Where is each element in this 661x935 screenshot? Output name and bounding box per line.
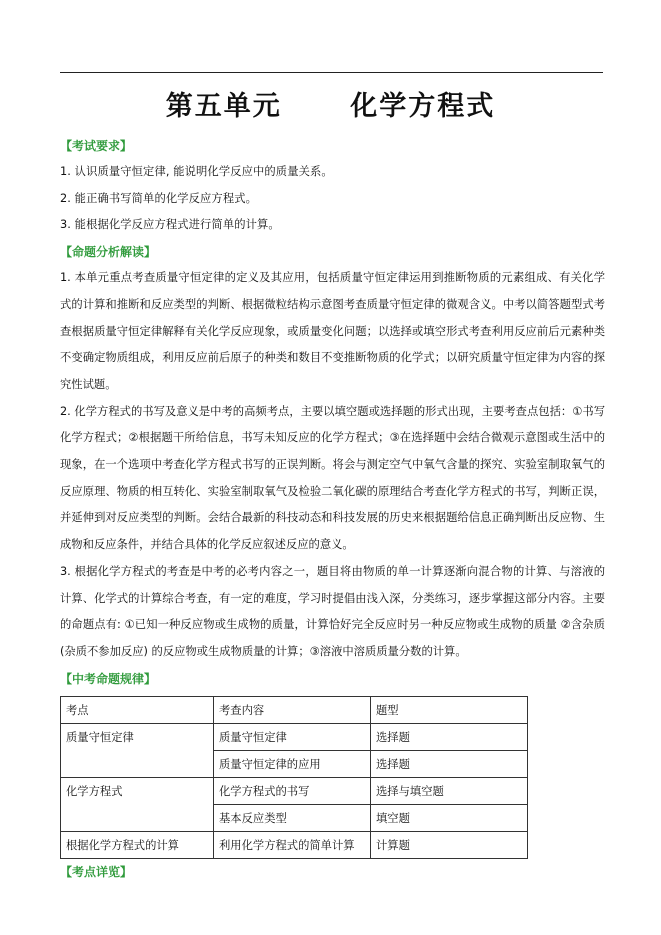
table-header-cell: 考点	[61, 696, 214, 723]
table-row	[61, 777, 528, 804]
requirement-item: 3. 能根据化学反应方程式进行简单的计算。	[60, 218, 280, 232]
table-cell-point: 质量守恒定律	[61, 723, 214, 777]
table-cell-content: 质量守恒定律	[214, 723, 371, 750]
header-rule	[60, 72, 603, 73]
section-tag-requirements: 【考试要求】	[60, 139, 133, 153]
table-cell-type: 填空题	[371, 804, 528, 831]
table-cell-point: 化学方程式	[61, 777, 214, 831]
table-cell-content: 利用化学方程式的简单计算	[214, 831, 371, 858]
table-row	[61, 723, 528, 750]
table-cell-type: 选择题	[371, 750, 528, 777]
table-header-cell: 题型	[371, 696, 528, 723]
analysis-paragraph: 3. 根据化学方程式的考查是中考的必考内容之一，题目将由物质的单一计算逐渐向混合物的计算、与溶液的计算、化学式的计算综合考查，有一定的难度，学习时提倡由浅入深，分类练习，逐步掌握这部分内容。主要的命题点有: ①已知一种反应物或生成物的质量，计算恰好完全反应时另一种反应物或生成物的质量 ②含杂质 (杂质不参加反应) 的反应物或生成物质量的计算；③溶液中溶质质量分数的计算。	[60, 564, 605, 658]
table-cell-content: 质量守恒定律的应用	[214, 750, 371, 777]
analysis-paragraph: 1. 本单元重点考查质量守恒定律的定义及其应用，包括质量守恒定律运用到推断物质的元素组成、有关化学式的计算和推断和反应类型的判断、根据微粒结构示意图考查质量守恒定律的微观含义。中考以简答题型式考查根据质量守恒定律解释有关化学反应现象，或质量变化问题；以选择或填空形式考查利用反应前后元素种类不变确定物质组成，利用反应前后原子的种类和数目不变推断物质的化学式；以研究质量守恒定律为内容的探究性试题。	[60, 271, 605, 391]
table-cell-type: 选择题	[371, 723, 528, 750]
table-header-cell: 考查内容	[214, 696, 371, 723]
page-title: 第五单元 化学方程式	[165, 91, 496, 122]
requirement-item: 1. 认识质量守恒定律, 能说明化学反应中的质量关系。	[60, 165, 333, 178]
requirement-item: 2. 能正确书写简单的化学反应方程式。	[60, 191, 258, 205]
table-cell-point: 根据化学方程式的计算	[61, 831, 214, 858]
table-cell-content: 基本反应类型	[214, 804, 371, 831]
section-tag-rules: 【中考命题规律】	[60, 671, 157, 686]
table-cell-type: 选择与填空题	[371, 777, 528, 804]
table-cell-type: 计算题	[371, 831, 528, 858]
exam-rules-table	[60, 696, 528, 859]
document-body	[60, 133, 605, 885]
analysis-paragraph: 2. 化学方程式的书写及意义是中考的高频考点，主要以填空题或选择题的形式出现，主要考查点包括：①书写化学方程式；②根据题干所给信息，书写未知反应的化学方程式；③在选择题中会结合微观示意图或生活中的现象，在一个选项中考查化学方程式书写的正误判断。将会与测定空气中氧气含量的探究、实验室制取氧气的反应原理、物质的相互转化、实验室制取氧气及检验二氧化碳的原理结合考查化学方程式的书写，判断正误，并延伸到对反应类型的判断。会结合最新的科技动态和科技发展的历史来根据题给信息正确判断出反应物、生成物和反应条件，并结合具体的化学反应叙述反应的意义。	[60, 404, 605, 552]
section-tag-details: 【考点详览】	[60, 864, 133, 879]
table-row	[61, 831, 528, 858]
table-header-row	[61, 696, 528, 723]
section-tag-analysis: 【命题分析解读】	[60, 245, 157, 260]
table-cell-content: 化学方程式的书写	[214, 777, 371, 804]
